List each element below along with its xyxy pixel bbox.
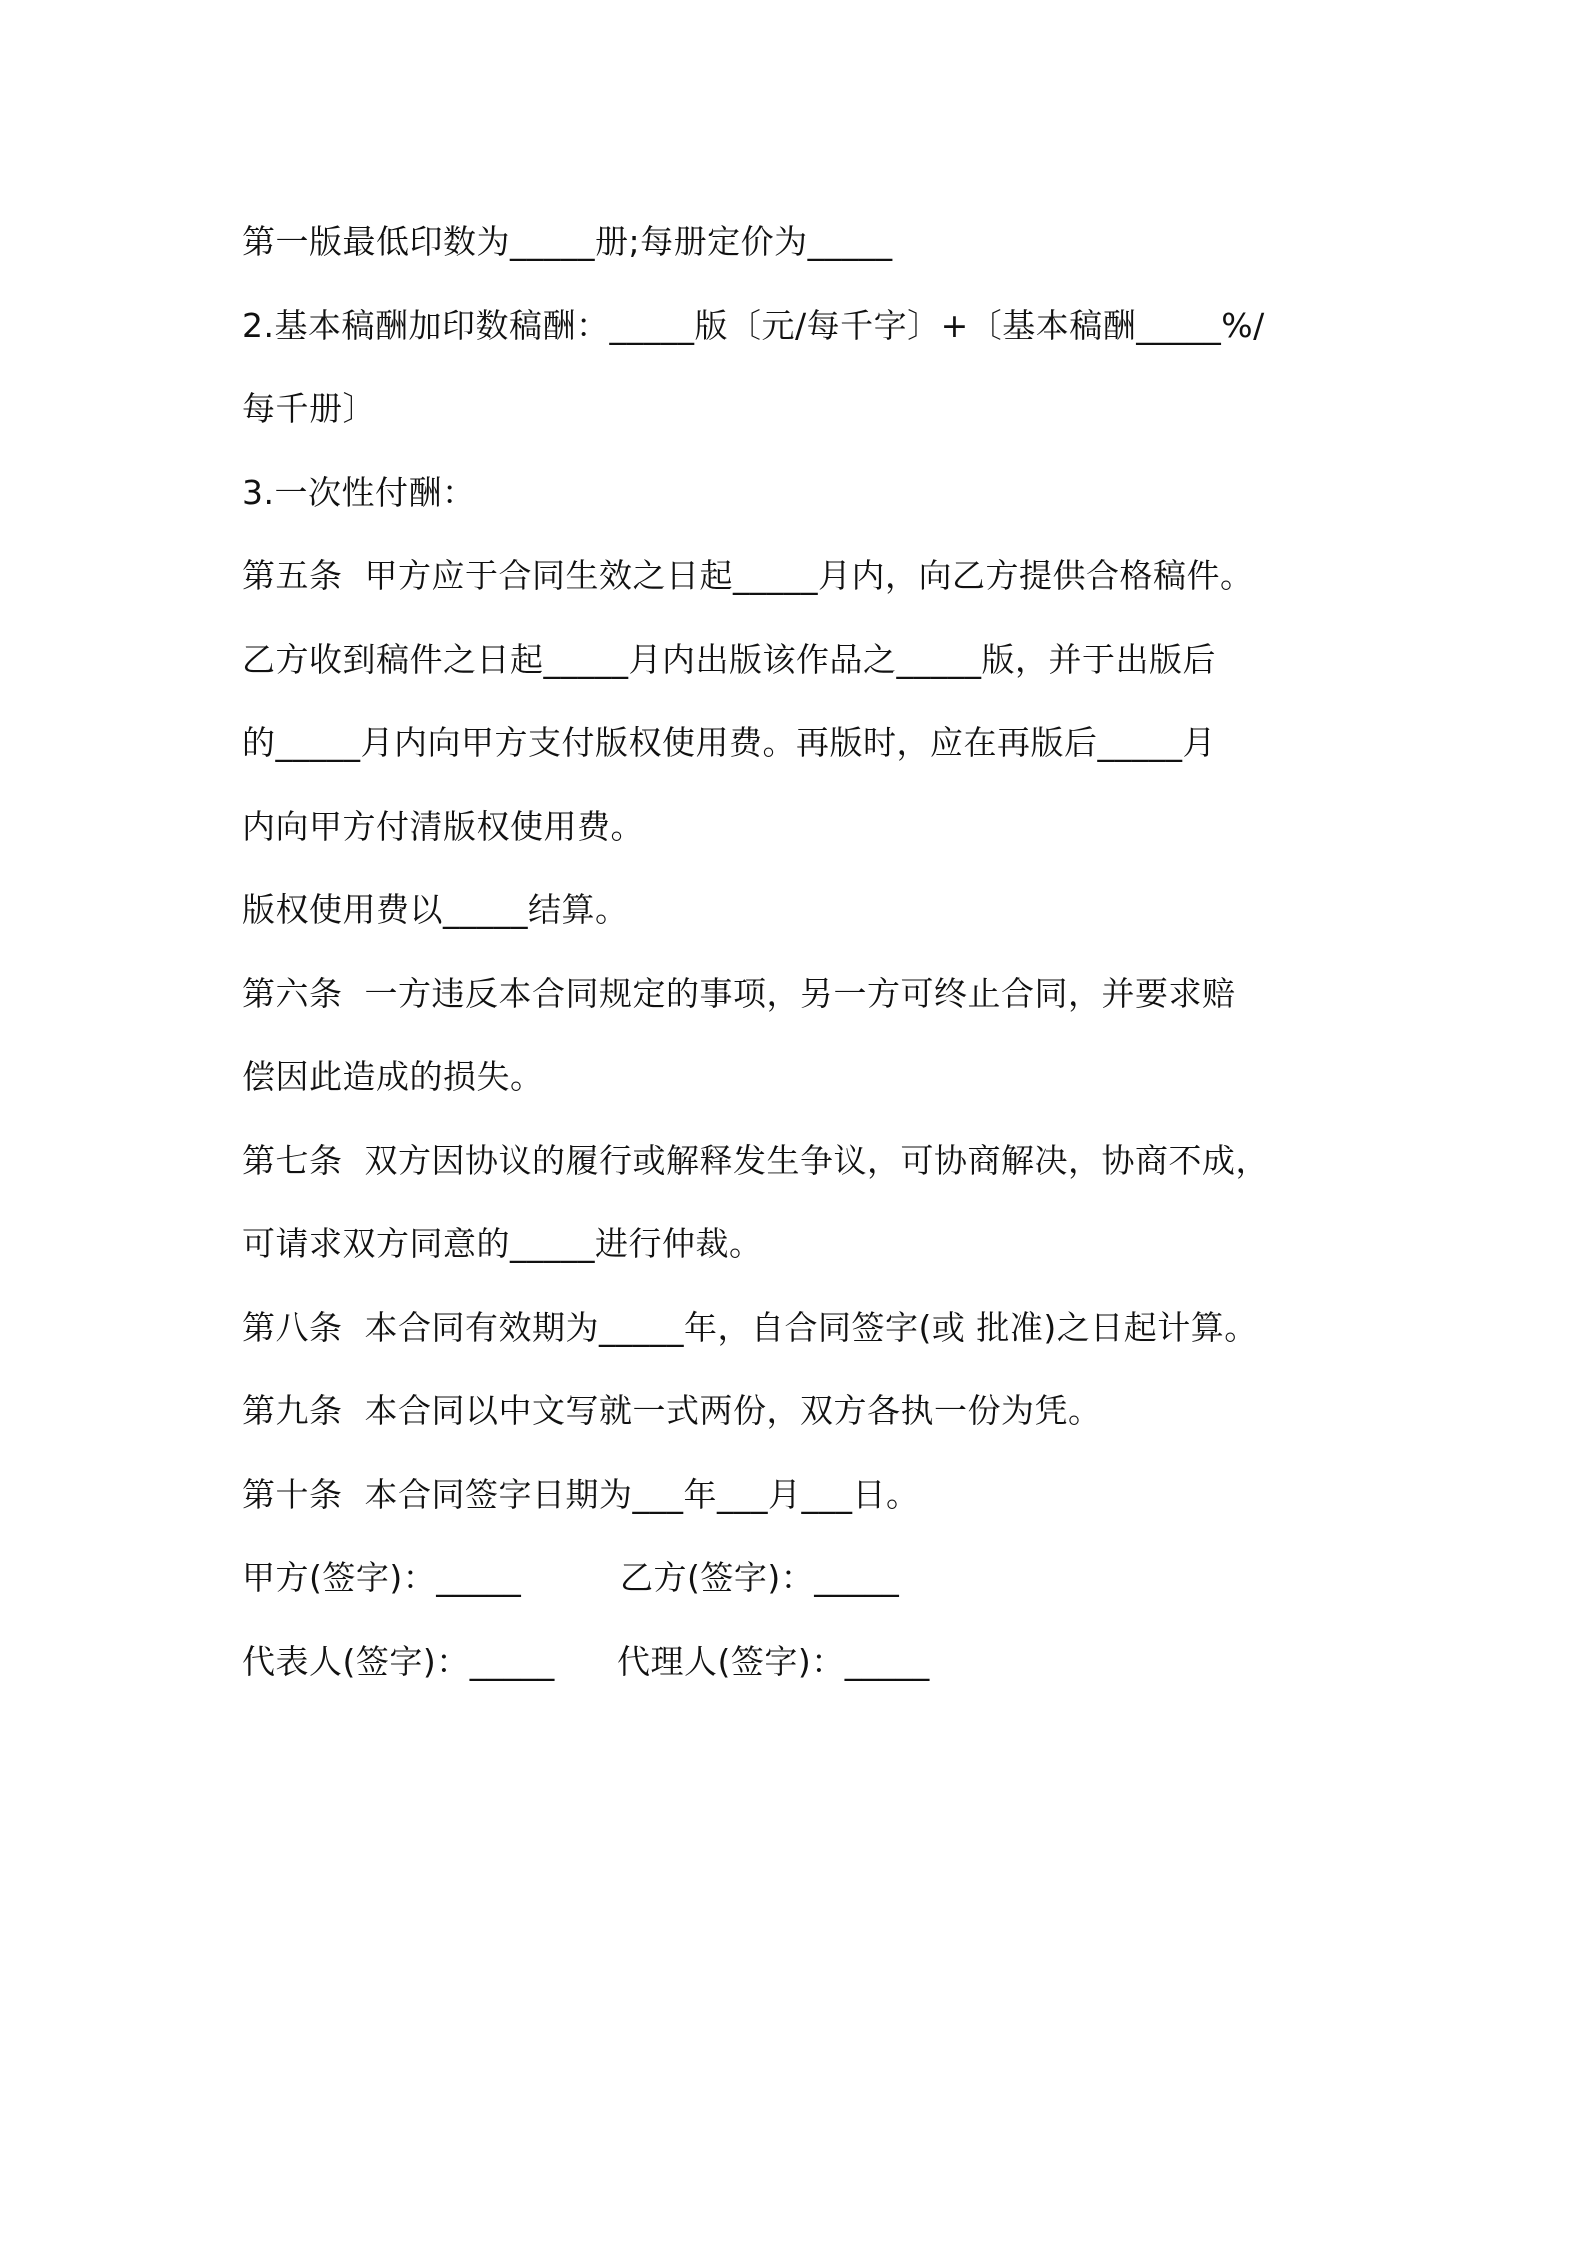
contract-line-basic-royalty-cont: 每千册〕	[242, 389, 376, 428]
article-6-line-2: 偿因此造成的损失。	[242, 1057, 544, 1096]
article-5-line-4: 内向甲方付清版权使用费。	[242, 806, 644, 846]
contract-line-basic-royalty: 2.基本稿酬加印数稿酬：_____版〔元/每千字〕+〔基本稿酬_____%/	[242, 305, 1265, 345]
article-7-line-2: 可请求双方同意的_____进行仲裁。	[242, 1224, 763, 1263]
party-a-signature: 甲方(签字)：_____	[242, 1558, 522, 1597]
signature-row-representatives	[242, 1620, 1382, 1704]
contract-body	[242, 200, 1382, 1703]
party-b-signature: 乙方(签字)：_____	[620, 1558, 900, 1597]
contract-line-first-edition: 第一版最低印数为_____册;每册定价为_____	[242, 222, 893, 261]
article-5-line-3: 的_____月内向甲方支付版权使用费。再版时，应在再版后_____月	[242, 723, 1216, 762]
article-7-line-1: 第七条 双方因协议的履行或解释发生争议，可协商解决，协商不成，	[242, 1140, 1269, 1180]
contract-line-lump-sum: 3.一次性付酬：	[242, 472, 476, 512]
article-5-line-1: 第五条 甲方应于合同生效之日起_____月内，向乙方提供合格稿件。	[242, 556, 1254, 595]
article-10: 第十条 本合同签字日期为___年___月___日。	[242, 1474, 920, 1514]
article-6-line-1: 第六条 一方违反本合同规定的事项，另一方可终止合同，并要求赔	[242, 973, 1236, 1013]
article-5-line-2: 乙方收到稿件之日起_____月内出版该作品之_____版，并于出版后	[242, 639, 1216, 679]
agent-signature: 代理人(签字)：_____	[617, 1641, 930, 1681]
representative-signature: 代表人(签字)：_____	[242, 1641, 555, 1681]
article-8: 第八条 本合同有效期为_____年，自合同签字(或 批准)之日起计算。	[242, 1307, 1258, 1347]
signature-row-parties	[242, 1536, 1382, 1620]
article-9: 第九条 本合同以中文写就一式两份，双方各执一份为凭。	[242, 1391, 1102, 1430]
settlement-line: 版权使用费以_____结算。	[242, 890, 629, 929]
